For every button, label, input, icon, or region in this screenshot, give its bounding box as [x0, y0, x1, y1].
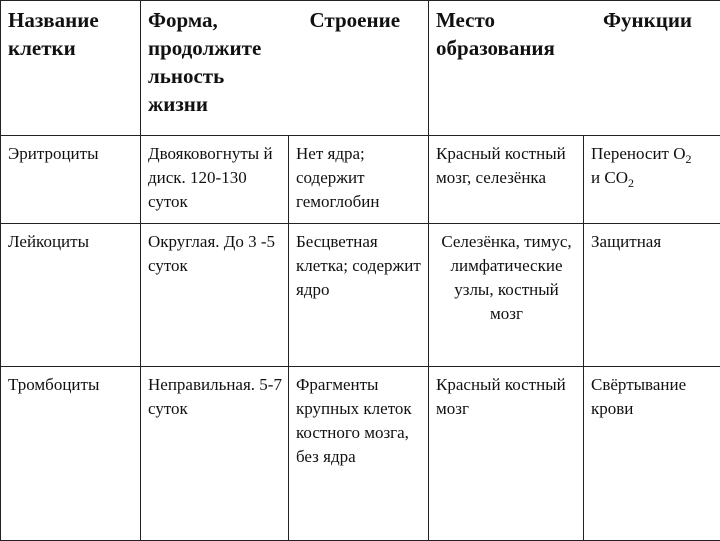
- cell-name: [1, 224, 141, 367]
- functions-co2-subscript: 2: [628, 176, 634, 190]
- table-row: [1, 136, 720, 224]
- cell-name-text: Эритроциты: [8, 144, 99, 163]
- cell-origin: [429, 136, 584, 224]
- cell-name-text: Лейкоциты: [8, 232, 89, 251]
- cell-origin-text: Селезёнка, тимус, лимфатические узлы, костный мозг: [436, 230, 577, 326]
- cell-name: [1, 367, 141, 541]
- cell-origin-text: Красный костный мозг, селезёнка: [436, 144, 566, 187]
- header-name-label: Название клетки: [8, 8, 99, 60]
- cell-origin: [429, 367, 584, 541]
- cell-functions-text: Свёртывание крови: [591, 375, 686, 418]
- table-header-row: [1, 1, 720, 136]
- cell-form-text: Двояковогнуты й диск. 120-130 суток: [148, 144, 273, 211]
- cell-functions: [584, 224, 720, 367]
- table-row: [1, 224, 720, 367]
- cell-origin-text: Красный костный мозг: [436, 375, 566, 418]
- cell-structure: [289, 136, 429, 224]
- cell-form: [141, 136, 289, 224]
- cell-name-text: Тромбоциты: [8, 375, 99, 394]
- cell-form: [141, 224, 289, 367]
- cell-form: [141, 367, 289, 541]
- cell-structure-text: Бесцветная клетка; содержит ядро: [296, 232, 421, 299]
- cell-functions: [584, 136, 720, 224]
- header-cell-form-structure: [141, 1, 429, 136]
- header-origin-label: Место образования: [436, 6, 586, 62]
- functions-line-2: [591, 168, 634, 187]
- header-functions-label: Функции: [603, 6, 692, 34]
- table-row: [1, 367, 720, 541]
- cell-structure-text: Нет ядра; содержит гемоглобин: [296, 144, 380, 211]
- cell-structure-text: Фрагменты крупных клеток костного мозга, без ядра: [296, 375, 412, 466]
- functions-line-1: [591, 144, 692, 163]
- cell-structure: [289, 367, 429, 541]
- functions-o2-text: Переносит О: [591, 144, 686, 163]
- header-structure-label: Строение: [310, 6, 400, 34]
- cell-form-text: Неправильная. 5-7 суток: [148, 375, 282, 418]
- cell-functions: [584, 367, 720, 541]
- header-form-label: Форма, продолжите льность жизни: [148, 6, 280, 118]
- cell-name: [1, 136, 141, 224]
- cell-structure: [289, 224, 429, 367]
- cell-origin: [429, 224, 584, 367]
- cell-functions-text: Защитная: [591, 232, 661, 251]
- header-cell-name: [1, 1, 141, 136]
- functions-o2-subscript: 2: [686, 152, 692, 166]
- header-cell-origin-functions: [429, 1, 720, 136]
- functions-co2-text: и СО: [591, 168, 628, 187]
- cell-form-text: Округлая. До 3 -5 суток: [148, 232, 275, 275]
